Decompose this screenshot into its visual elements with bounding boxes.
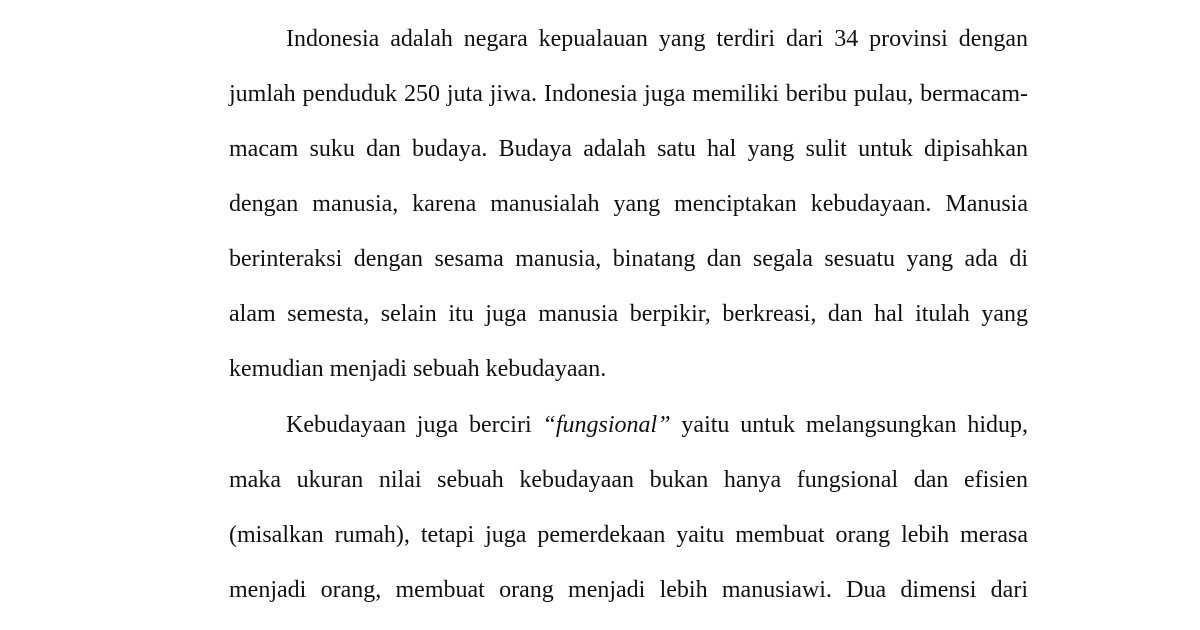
paragraph-2-line-1-after: yaitu untuk melangsungkan hidup, [670, 412, 1028, 438]
paragraph-1-line-6: alam semesta, selain itu juga manusia berpikir, berkreasi, dan hal itulah yang [229, 301, 1028, 327]
paragraph-2-line-2: maka ukuran nilai sebuah kebudayaan bukan hanya fungsional dan efisien [229, 467, 1028, 493]
paragraph-2-line-4: menjadi orang, membuat orang menjadi lebih manusiawi. Dua dimensi dari [229, 577, 1028, 603]
paragraph-1-line-7: kemudian menjadi sebuah kebudayaan. [229, 356, 607, 382]
paragraph-1-line-1: Indonesia adalah negara kepualauan yang terdiri dari 34 provinsi dengan [286, 26, 1028, 52]
paragraph-1-line-5: berinteraksi dengan sesama manusia, binatang dan segala sesuatu yang ada di [229, 246, 1028, 272]
paragraph-1-line-2: jumlah penduduk 250 juta jiwa. Indonesia juga memiliki beribu pulau, bermacam- [229, 81, 1028, 107]
paragraph-1-line-4: dengan manusia, karena manusialah yang menciptakan kebudayaan. Manusia [229, 191, 1028, 217]
paragraph-1-line-3: macam suku dan budaya. Budaya adalah satu hal yang sulit untuk dipisahkan [229, 136, 1028, 162]
paragraph-2-line-1-italic: “fungsional” [542, 412, 671, 438]
paragraph-2-line-1 [286, 408, 1028, 442]
paragraph-2-line-1-before: Kebudayaan juga berciri [286, 412, 543, 438]
paragraph-2-line-3: (misalkan rumah), tetapi juga pemerdekaan yaitu membuat orang lebih merasa [229, 522, 1028, 548]
